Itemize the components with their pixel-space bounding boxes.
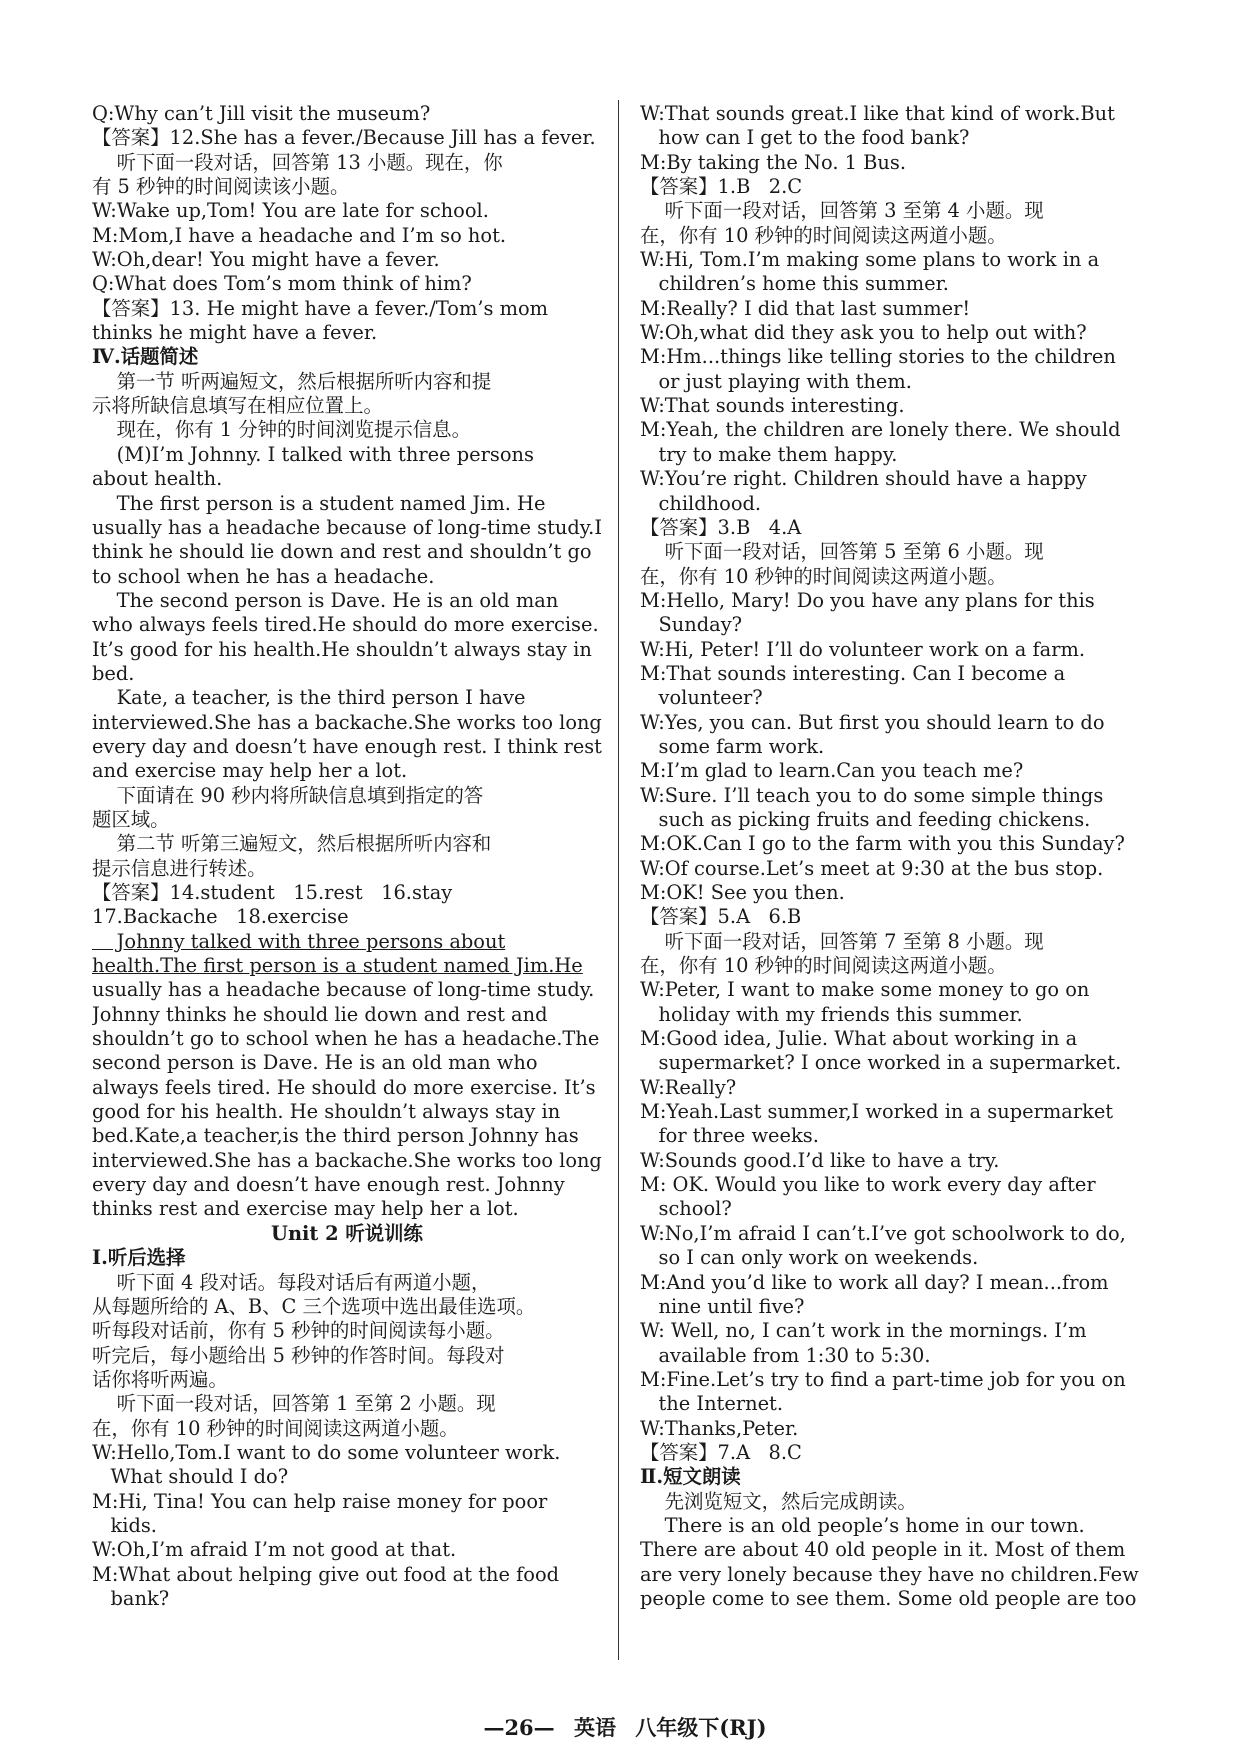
text-line-content: interviewed.She has a backache.She works too long bbox=[92, 1148, 602, 1172]
text-line bbox=[640, 394, 1150, 418]
text-line-content: 【答案】5.A 6.B bbox=[640, 905, 802, 929]
text-line-content: M:OK! See you then. bbox=[640, 881, 845, 904]
text-line-content: shouldn’t go to school when he has a headache.The bbox=[92, 1027, 600, 1051]
text-line bbox=[92, 370, 602, 394]
text-line bbox=[92, 1538, 602, 1562]
text-line-content: W:Sounds good.I’d like to have a try. bbox=[640, 1148, 1000, 1172]
text-line-content: 听下面一段对话，回答第 7 至第 8 小题。现 bbox=[640, 929, 1044, 953]
text-line-content: Q:Why can’t Jill visit the museum? bbox=[92, 102, 431, 125]
text-line bbox=[92, 589, 602, 613]
text-line bbox=[640, 613, 1150, 637]
text-line bbox=[640, 1173, 1150, 1197]
text-line-content: 【答案】1.B 2.C bbox=[640, 175, 803, 199]
text-line bbox=[640, 954, 1150, 978]
text-line-content: M:Yeah, the children are lonely there. We should bbox=[640, 418, 1121, 442]
text-line bbox=[92, 175, 602, 199]
text-line bbox=[640, 102, 1150, 126]
text-line-content: Unit 2 听说训练 bbox=[271, 1221, 423, 1245]
text-line-content: M:By taking the No. 1 Bus. bbox=[640, 150, 907, 174]
page-footer bbox=[0, 1712, 1250, 1742]
text-line-content: 听完后，每小题给出 5 秒钟的作答时间。每段对 bbox=[92, 1343, 505, 1367]
text-line bbox=[640, 978, 1150, 1002]
text-line bbox=[640, 1246, 1150, 1270]
text-line-content: such as picking fruits and feeding chickens. bbox=[640, 807, 1091, 831]
text-line bbox=[640, 1441, 1150, 1465]
text-line bbox=[640, 126, 1150, 150]
text-line bbox=[640, 784, 1150, 808]
text-line-content: thinks he might have a fever. bbox=[92, 321, 378, 345]
text-line-content: 【答案】3.B 4.A bbox=[640, 515, 802, 539]
text-line bbox=[92, 1197, 602, 1221]
text-line bbox=[92, 1246, 602, 1270]
text-line bbox=[92, 492, 602, 516]
text-line-content: always feels tired. He should do more exercise. It’s bbox=[92, 1075, 596, 1099]
text-line bbox=[92, 808, 602, 832]
text-line-content: 在，你有 10 秒钟的时间阅读这两道小题。 bbox=[92, 1416, 459, 1440]
text-line bbox=[640, 1514, 1150, 1538]
text-line bbox=[92, 516, 602, 540]
text-line bbox=[92, 881, 602, 905]
text-line-content: M:Yeah.Last summer,I worked in a supermarket bbox=[640, 1100, 1114, 1124]
text-line-content: Sunday? bbox=[640, 613, 743, 637]
text-line-content: W:Oh,I’m afraid I’m not good at that. bbox=[92, 1538, 457, 1562]
text-line-content: children’s home this summer. bbox=[640, 272, 949, 296]
text-line-content: 有 5 秒钟的时间阅读该小题。 bbox=[92, 175, 350, 199]
text-line-content: W:Peter, I want to make some money to go on bbox=[640, 978, 1090, 1002]
text-line bbox=[640, 321, 1150, 345]
text-line-content: bank? bbox=[92, 1586, 170, 1610]
text-line-content: 听下面一段对话，回答第 5 至第 6 小题。现 bbox=[640, 540, 1044, 564]
text-line bbox=[92, 1441, 602, 1465]
text-line bbox=[640, 1465, 1150, 1489]
text-line-content: 在，你有 10 秒钟的时间阅读这两道小题。 bbox=[640, 954, 1007, 978]
text-line bbox=[92, 199, 602, 223]
text-line bbox=[92, 248, 602, 272]
text-line bbox=[92, 613, 602, 637]
text-line-content: try to make them happy. bbox=[640, 442, 898, 466]
text-line-content: W:Really? bbox=[640, 1075, 737, 1099]
text-line-content: Johnny talked with three persons about bbox=[92, 929, 506, 953]
text-line bbox=[92, 1465, 602, 1489]
text-line-content: Johnny thinks he should lie down and rest and bbox=[92, 1002, 548, 1026]
text-line-content: Ⅳ.话题简述 bbox=[92, 345, 199, 369]
text-line bbox=[640, 1003, 1150, 1027]
text-line-content: There are about 40 old people in it. Most of them bbox=[640, 1538, 1126, 1562]
text-line-content: 题区域。 bbox=[92, 807, 170, 831]
text-line-content: to school when he has a headache. bbox=[92, 564, 435, 588]
text-line bbox=[640, 345, 1150, 369]
text-line-content: W:Hi, Tom.I’m making some plans to work in a bbox=[640, 248, 1100, 272]
text-line bbox=[640, 735, 1150, 759]
text-line-content: interviewed.She has a backache.She works too long bbox=[92, 710, 602, 734]
text-line-content: W:Hi, Peter! I’ll do volunteer work on a farm. bbox=[640, 637, 1086, 661]
text-line-content: 【答案】13. He might have a fever./Tom’s mom bbox=[92, 296, 549, 320]
text-line-content: who always feels tired.He should do more exercise. bbox=[92, 613, 599, 637]
text-line-content: every day and doesn’t have enough rest. I think rest bbox=[92, 734, 602, 758]
page-number: —26— bbox=[483, 1715, 555, 1740]
text-line-content: 【答案】7.A 8.C bbox=[640, 1440, 802, 1464]
text-line bbox=[92, 540, 602, 564]
text-line-content: There is an old people’s home in our town. bbox=[640, 1513, 1085, 1537]
text-line-content: think he should lie down and rest and shouldn’t go bbox=[92, 540, 592, 564]
text-line bbox=[640, 1392, 1150, 1416]
text-line bbox=[640, 711, 1150, 735]
text-line-content: 从每题所给的 A、B、C 三个选项中选出最佳选项。 bbox=[92, 1294, 536, 1318]
column-divider bbox=[618, 100, 619, 1660]
text-line bbox=[640, 832, 1150, 856]
text-line bbox=[640, 686, 1150, 710]
text-line bbox=[92, 345, 602, 369]
text-line-content: M:Fine.Let’s try to find a part-time job for you on bbox=[640, 1367, 1126, 1391]
text-line bbox=[640, 1490, 1150, 1514]
text-line-content: W:That sounds interesting. bbox=[640, 394, 905, 418]
text-line-content: so I can only work on weekends. bbox=[640, 1246, 979, 1270]
text-line bbox=[92, 1417, 602, 1441]
text-line bbox=[640, 151, 1150, 175]
text-line bbox=[640, 1076, 1150, 1100]
text-line-content: 在，你有 10 秒钟的时间阅读这两道小题。 bbox=[640, 564, 1007, 588]
text-line-content: M:Hm...things like telling stories to the children bbox=[640, 345, 1116, 369]
text-line bbox=[92, 1149, 602, 1173]
text-line-content: or just playing with them. bbox=[640, 369, 912, 393]
text-line bbox=[640, 1295, 1150, 1319]
text-line-content: 【答案】14.student 15.rest 16.stay bbox=[92, 881, 453, 904]
text-line bbox=[640, 1368, 1150, 1392]
text-line-content: W:Sure. I’ll teach you to do some simple things bbox=[640, 783, 1104, 807]
text-line bbox=[92, 272, 602, 296]
text-line bbox=[92, 1124, 602, 1148]
text-line bbox=[92, 297, 602, 321]
text-line bbox=[92, 784, 602, 808]
text-line-content: 先浏览短文，然后完成朗读。 bbox=[640, 1489, 917, 1513]
text-line bbox=[92, 638, 602, 662]
text-line bbox=[640, 1100, 1150, 1124]
text-line-content: Ⅰ.听后选择 bbox=[92, 1246, 186, 1270]
text-line bbox=[92, 954, 602, 978]
text-line bbox=[92, 759, 602, 783]
text-line-content: 听下面一段对话，回答第 13 小题。现在，你 bbox=[92, 150, 503, 174]
text-line bbox=[640, 1124, 1150, 1148]
text-line-content: holiday with my friends this summer. bbox=[640, 1002, 1023, 1026]
text-line-content: how can I get to the food bank? bbox=[640, 126, 970, 150]
text-line bbox=[640, 638, 1150, 662]
text-line bbox=[640, 589, 1150, 613]
text-line bbox=[92, 1003, 602, 1027]
text-line-content: W:Wake up,Tom! You are late for school. bbox=[92, 199, 489, 223]
text-line bbox=[92, 735, 602, 759]
text-line bbox=[92, 102, 602, 126]
text-line bbox=[640, 759, 1150, 783]
text-line-content: kids. bbox=[92, 1513, 157, 1537]
text-line-content: M:Hi, Tina! You can help raise money for poor bbox=[92, 1489, 548, 1513]
grade-label: 八年级下(RJ) bbox=[635, 1715, 767, 1740]
text-line bbox=[92, 1563, 602, 1587]
text-line-content: 听下面一段对话，回答第 1 至第 2 小题。现 bbox=[92, 1392, 496, 1416]
text-line bbox=[92, 418, 602, 442]
text-line bbox=[640, 881, 1150, 905]
text-line bbox=[640, 905, 1150, 929]
text-line-content: What should I do? bbox=[92, 1465, 289, 1489]
text-line bbox=[92, 1173, 602, 1197]
text-line bbox=[640, 1027, 1150, 1051]
text-line-content: M:Really? I did that last summer! bbox=[640, 296, 971, 320]
text-line bbox=[92, 1344, 602, 1368]
text-line bbox=[92, 1100, 602, 1124]
text-line-content: W:You’re right. Children should have a happy bbox=[640, 467, 1087, 491]
text-line bbox=[92, 1222, 602, 1246]
text-line-content: thinks rest and exercise may help her a lot. bbox=[92, 1197, 519, 1221]
text-line bbox=[640, 1149, 1150, 1173]
text-line bbox=[92, 930, 602, 954]
text-line bbox=[640, 1051, 1150, 1075]
text-line bbox=[92, 686, 602, 710]
text-line-content: M:That sounds interesting. Can I become a bbox=[640, 661, 1066, 685]
text-line-content: 听每段对话前，你有 5 秒钟的时间阅读每小题。 bbox=[92, 1319, 505, 1343]
text-line bbox=[640, 1587, 1150, 1611]
text-line bbox=[92, 1051, 602, 1075]
text-line-content: childhood. bbox=[640, 491, 762, 515]
text-line-content: The first person is a student named Jim. He bbox=[92, 491, 546, 515]
text-line bbox=[640, 443, 1150, 467]
text-line bbox=[92, 832, 602, 856]
text-line-content: nine until five? bbox=[640, 1294, 805, 1318]
text-line-content: available from 1:30 to 5:30. bbox=[640, 1343, 931, 1367]
text-line bbox=[92, 905, 602, 929]
text-line bbox=[640, 370, 1150, 394]
subject-label: 英语 bbox=[573, 1715, 616, 1740]
text-line bbox=[92, 857, 602, 881]
text-line-content: the Internet. bbox=[640, 1392, 784, 1416]
text-line-content: M:Good idea, Julie. What about working in a bbox=[640, 1027, 1078, 1051]
text-line-content: W:Thanks,Peter. bbox=[640, 1416, 799, 1440]
text-line bbox=[92, 443, 602, 467]
text-line bbox=[640, 1538, 1150, 1562]
text-line bbox=[92, 1514, 602, 1538]
text-line-content: W:Oh,what did they ask you to help out with? bbox=[640, 321, 1087, 345]
text-line bbox=[92, 1271, 602, 1295]
text-line-content: for three weeks. bbox=[640, 1124, 819, 1148]
text-line bbox=[640, 1319, 1150, 1343]
text-line-content: 【答案】12.She has a fever./Because Jill has a fever. bbox=[92, 126, 596, 150]
text-line bbox=[640, 199, 1150, 223]
text-line-content: W:Of course.Let’s meet at 9:30 at the bus stop. bbox=[640, 856, 1104, 880]
text-line-content: Ⅱ.短文朗读 bbox=[640, 1465, 741, 1489]
text-line-content: 现在，你有 1 分钟的时间浏览提示信息。 bbox=[92, 418, 471, 442]
text-line-content: The second person is Dave. He is an old man bbox=[92, 588, 559, 612]
text-line bbox=[92, 467, 602, 491]
text-line-content: 听下面一段对话，回答第 3 至第 4 小题。现 bbox=[640, 199, 1044, 223]
text-line bbox=[640, 224, 1150, 248]
text-line bbox=[640, 1417, 1150, 1441]
text-line-content: W:Hello,Tom.I want to do some volunteer work. bbox=[92, 1440, 561, 1464]
text-line-content: usually has a headache because of long-time study.I bbox=[92, 515, 602, 539]
text-line-content: W:Yes, you can. But first you should learn to do bbox=[640, 710, 1105, 734]
text-line-content: bed.Kate,a teacher,is the third person Johnny has bbox=[92, 1124, 579, 1148]
text-line-content: 话你将听两遍。 bbox=[92, 1367, 228, 1391]
text-line bbox=[92, 1319, 602, 1343]
text-line-content: Q:What does Tom’s mom think of him? bbox=[92, 272, 472, 296]
text-line bbox=[92, 1295, 602, 1319]
text-line bbox=[92, 1392, 602, 1416]
text-line bbox=[92, 394, 602, 418]
text-line-content: Kate, a teacher, is the third person I have bbox=[92, 686, 526, 710]
text-line bbox=[640, 662, 1150, 686]
text-line bbox=[640, 467, 1150, 491]
text-line bbox=[92, 978, 602, 1002]
text-line-content: bed. bbox=[92, 661, 135, 685]
text-line-content: M:Mom,I have a headache and I’m so hot. bbox=[92, 223, 507, 247]
text-line bbox=[92, 321, 602, 345]
text-line bbox=[640, 248, 1150, 272]
text-line-content: M:Hello, Mary! Do you have any plans for this bbox=[640, 588, 1095, 612]
text-line-content: 听下面 4 段对话。每段对话后有两道小题， bbox=[92, 1270, 491, 1294]
text-line bbox=[92, 151, 602, 175]
text-line bbox=[640, 1271, 1150, 1295]
text-line bbox=[92, 1490, 602, 1514]
text-line bbox=[640, 857, 1150, 881]
text-line-content: supermarket? I once worked in a supermarket. bbox=[640, 1051, 1122, 1075]
text-line-content: M:OK.Can I go to the farm with you this Sunday? bbox=[640, 832, 1125, 856]
text-line-content: usually has a headache because of long-time study. bbox=[92, 978, 595, 1002]
text-line-content: W:Oh,dear! You might have a fever. bbox=[92, 248, 440, 272]
text-line bbox=[92, 1587, 602, 1611]
text-line bbox=[92, 711, 602, 735]
text-line bbox=[640, 1344, 1150, 1368]
text-line-content: school? bbox=[640, 1197, 732, 1221]
text-line bbox=[640, 808, 1150, 832]
right-column bbox=[640, 102, 1150, 1611]
text-line-content: about health. bbox=[92, 467, 223, 491]
text-line-content: M: OK. Would you like to work every day after bbox=[640, 1173, 1096, 1197]
text-line-content: some farm work. bbox=[640, 734, 825, 758]
text-line-content: 示将所缺信息填写在相应位置上。 bbox=[92, 394, 383, 418]
text-line-content: 在，你有 10 秒钟的时间阅读这两道小题。 bbox=[640, 223, 1007, 247]
text-line-content: health.The first person is a student named Jim.He bbox=[92, 954, 583, 978]
text-line bbox=[92, 1368, 602, 1392]
text-line-content: volunteer? bbox=[640, 686, 763, 710]
text-line-content: are very lonely because they have no children.Few bbox=[640, 1562, 1139, 1586]
text-line bbox=[92, 565, 602, 589]
text-line bbox=[640, 540, 1150, 564]
text-line-content: and exercise may help her a lot. bbox=[92, 759, 408, 783]
text-line-content: W:That sounds great.I like that kind of work.But bbox=[640, 102, 1115, 125]
text-line-content: second person is Dave. He is an old man who bbox=[92, 1051, 538, 1075]
text-line bbox=[640, 516, 1150, 540]
text-line bbox=[92, 662, 602, 686]
text-line-content: W: Well, no, I can’t work in the mornings. I’m bbox=[640, 1319, 1087, 1343]
text-line-content: M:And you’d like to work all day? I mean...from bbox=[640, 1270, 1109, 1294]
text-line bbox=[640, 272, 1150, 296]
text-line-content: 第二节 听第三遍短文，然后根据所听内容和 bbox=[92, 832, 492, 856]
text-line bbox=[640, 1563, 1150, 1587]
text-line-content: (M)I’m Johnny. I talked with three persons bbox=[92, 442, 534, 466]
text-line-content: M:I’m glad to learn.Can you teach me? bbox=[640, 759, 1024, 783]
text-line-content: W:No,I’m afraid I can’t.I’ve got schoolwork to do, bbox=[640, 1221, 1126, 1245]
text-line bbox=[640, 175, 1150, 199]
text-line bbox=[92, 1076, 602, 1100]
text-line bbox=[640, 1222, 1150, 1246]
text-line bbox=[640, 297, 1150, 321]
text-line-content: M:What about helping give out food at the food bbox=[92, 1562, 560, 1586]
text-line-content: 第一节 听两遍短文，然后根据所听内容和提 bbox=[92, 369, 492, 393]
text-line bbox=[640, 930, 1150, 954]
text-line bbox=[92, 1027, 602, 1051]
text-line bbox=[92, 126, 602, 150]
text-line bbox=[640, 492, 1150, 516]
text-line bbox=[640, 565, 1150, 589]
text-line-content: It’s good for his health.He shouldn’t always stay in bbox=[92, 637, 592, 661]
text-line-content: 下面请在 90 秒内将所缺信息填到指定的答 bbox=[92, 783, 484, 807]
text-line-content: 提示信息进行转述。 bbox=[92, 856, 267, 880]
text-line bbox=[640, 1197, 1150, 1221]
text-line bbox=[640, 418, 1150, 442]
text-line-content: good for his health. He shouldn’t always stay in bbox=[92, 1100, 561, 1124]
text-line bbox=[92, 224, 602, 248]
text-line-content: 17.Backache 18.exercise bbox=[92, 905, 349, 929]
text-line-content: people come to see them. Some old people are too bbox=[640, 1586, 1137, 1610]
text-line-content: every day and doesn’t have enough rest. Johnny bbox=[92, 1173, 565, 1197]
left-column bbox=[92, 102, 602, 1611]
